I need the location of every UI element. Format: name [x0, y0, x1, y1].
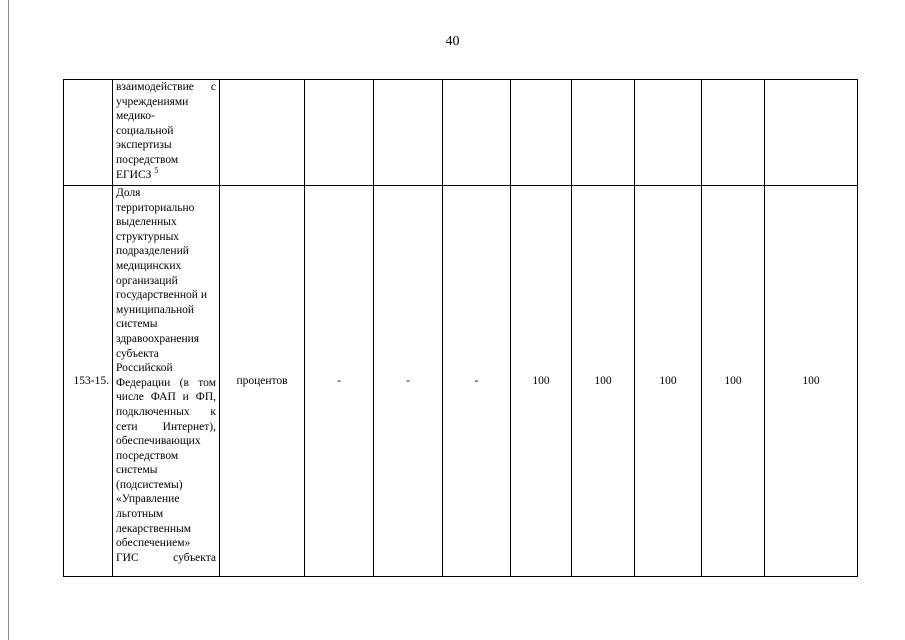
value-cell: [443, 80, 511, 186]
indicator-line: Доля: [116, 187, 141, 199]
value-cell: [305, 80, 374, 186]
table-row: [64, 80, 858, 186]
indicator-line: обеспечивающих: [116, 435, 201, 448]
row-number-cell: [64, 80, 113, 186]
indicator-line: сети Интернет),: [116, 420, 216, 433]
indicator-line: «Управление: [116, 493, 180, 506]
indicator-line: системы: [116, 464, 158, 477]
indicator-cell: [113, 80, 220, 186]
value-cell: 100: [572, 186, 635, 577]
footnote-mark: 5: [154, 165, 159, 175]
indicator-line: подключенных к: [116, 405, 216, 418]
value-cell: [511, 80, 572, 186]
unit-cell: процентов: [220, 186, 305, 577]
indicator-line: Федерации (в том: [116, 376, 216, 389]
value-cell: -: [443, 186, 511, 577]
indicator-cell: [113, 186, 220, 577]
indicator-line: льготным: [116, 508, 164, 521]
indicator-line: экспертизы: [116, 139, 172, 152]
indicator-line: государственной и: [116, 289, 207, 302]
indicator-line: медицинских: [116, 259, 182, 272]
value-cell: 100: [702, 186, 765, 577]
indicator-line: организаций: [116, 274, 178, 287]
unit-cell: [220, 80, 305, 186]
value-cell: [765, 80, 858, 186]
indicator-line: посредством: [116, 153, 179, 166]
indicator-line: медико-: [116, 110, 155, 123]
indicator-line: Российской: [116, 362, 173, 375]
value-cell: [374, 80, 443, 186]
indicator-line: территориально: [116, 201, 195, 214]
value-cell: [702, 80, 765, 186]
value-cell: [635, 80, 702, 186]
indicator-line: числе ФАП и ФП,: [116, 391, 216, 404]
indicator-line: учреждениями: [116, 95, 189, 108]
indicator-line: выделенных: [116, 216, 177, 229]
row-number-cell: 153-15.: [64, 186, 113, 577]
indicator-line: обеспечением»: [116, 537, 191, 550]
value-cell: -: [305, 186, 374, 577]
indicator-line: муниципальной: [116, 303, 195, 316]
indicator-line: структурных: [116, 230, 180, 243]
value-cell: 100: [765, 186, 858, 577]
indicators-table: [63, 79, 858, 577]
value-cell: 100: [511, 186, 572, 577]
indicator-line: здравоохранения: [116, 332, 200, 345]
indicator-line: ГИС субъекта: [116, 551, 216, 564]
indicator-line: ЕГИСЗ: [116, 168, 152, 181]
indicator-line: подразделений: [116, 245, 189, 258]
value-cell: -: [374, 186, 443, 577]
indicator-line: посредством: [116, 449, 179, 462]
left-margin-rule: [8, 0, 9, 640]
value-cell: 100: [635, 186, 702, 577]
indicator-line: субъекта: [116, 347, 159, 360]
indicator-line: лекарственным: [116, 522, 192, 535]
page-number: 40: [445, 34, 460, 49]
indicator-line: (подсистемы): [116, 478, 183, 491]
indicator-line: системы: [116, 318, 158, 331]
indicator-line: социальной: [116, 124, 174, 137]
indicator-line: взаимодействие с: [116, 81, 216, 93]
value-cell: [572, 80, 635, 186]
table-row: [64, 186, 858, 577]
